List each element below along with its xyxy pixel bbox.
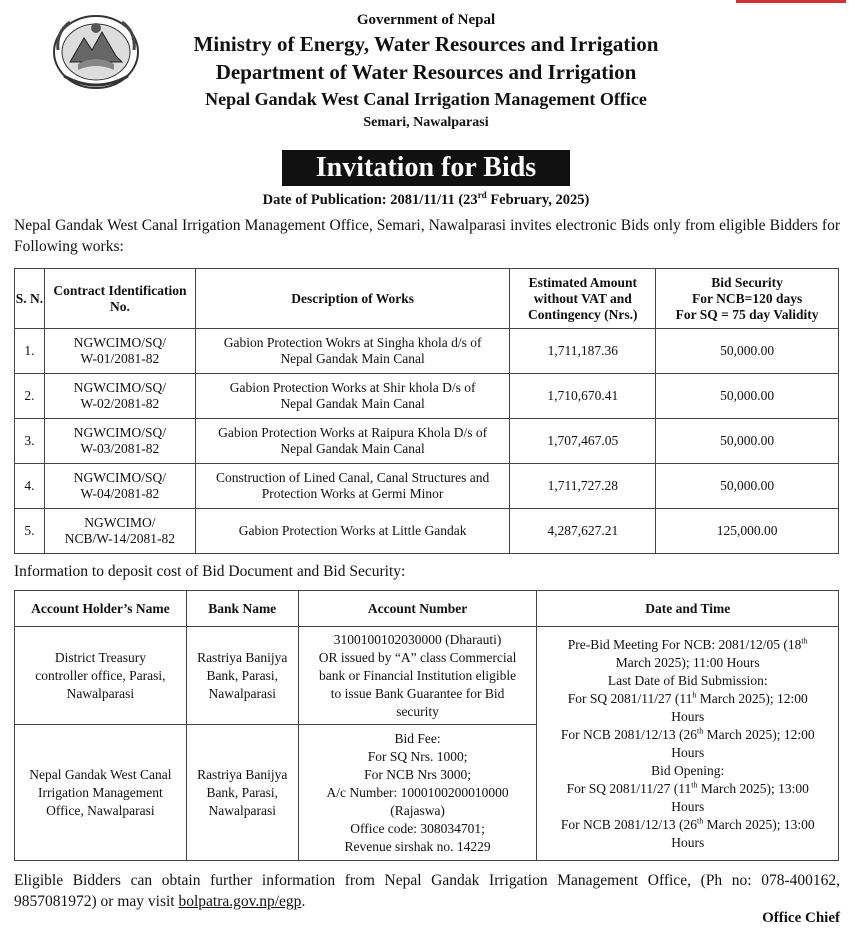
description-cell: Gabion Protection Works at Little Gandak	[195, 509, 510, 554]
accounts-table-header	[15, 591, 839, 627]
table-row	[15, 374, 839, 419]
bank-cell: Rastriya Banijya Bank, Parasi, Nawalparasi	[186, 725, 298, 861]
government-name: Government of Nepal	[356, 12, 496, 28]
top-rule	[0, 0, 852, 3]
works-table-header	[15, 269, 839, 329]
security-header: Bid Security For NCB=120 days For SQ = 75 day Validity	[656, 269, 839, 329]
department-name: Department of Water Resources and Irrigation	[215, 60, 637, 84]
amount-cell: 1,707,467.05	[510, 419, 656, 464]
notice-title: Invitation for Bids	[282, 150, 570, 186]
office-location: Semari, Nawalparasi	[363, 115, 489, 130]
datetime-header: Date and Time	[537, 591, 839, 627]
amount-cell: 1,710,670.41	[510, 374, 656, 419]
egp-link[interactable]: bolpatra.gov.np/egp	[178, 893, 302, 910]
holder-header: Account Holder’s Name	[15, 591, 187, 627]
account-cell: 3100100102030000 (Dharauti) OR issued by “A” class Commercial bank or Financial Institution eligible to issue Bank Guarantee for Bid security	[298, 627, 537, 725]
amount-header: Estimated Amount without VAT and Contingency (Nrs.)	[510, 269, 656, 329]
holder-cell: Nepal Gandak West Canal Irrigation Management Office, Nawalparasi	[15, 725, 187, 861]
contract-cell: NGWCIMO/SQ/ W-04/2081-82	[44, 464, 195, 509]
signoff: Office Chief	[762, 910, 840, 926]
sn-cell: 2.	[15, 374, 45, 419]
table-row	[15, 627, 839, 725]
security-cell: 50,000.00	[656, 374, 839, 419]
datetime-cell: Pre-Bid Meeting For NCB: 2081/12/05 (18th March 2025); 11:00 Hours Last Date of Bid Submission: For SQ 2081/11/27 (11$^h$ March 2025); 12:00 Hours For NCB 2081/12/13 (26th March 2025); 12:00 Hours Bid Opening: For SQ 2081/11/27 (11th March 2025); 13:00 Hours For NCB 2081/12/13 (26th March 2025); 13:00 Hours	[537, 627, 839, 861]
table-row	[15, 464, 839, 509]
sn-header: S. N.	[15, 269, 45, 329]
security-cell: 50,000.00	[656, 329, 839, 374]
amount-cell: 1,711,727.28	[510, 464, 656, 509]
contract-cell: NGWCIMO/ NCB/W-14/2081-82	[44, 509, 195, 554]
description-cell: Gabion Protection Works at Raipura Khola D/s of Nepal Gandak Main Canal	[195, 419, 510, 464]
description-cell: Construction of Lined Canal, Canal Structures and Protection Works at Germi Minor	[195, 464, 510, 509]
office-name: Nepal Gandak West Canal Irrigation Management Office	[205, 89, 647, 109]
bank-header: Bank Name	[186, 591, 298, 627]
description-cell: Gabion Protection Wokrs at Singha khola d/s of Nepal Gandak Main Canal	[195, 329, 510, 374]
letterhead	[0, 10, 852, 133]
amount-cell: 1,711,187.36	[510, 329, 656, 374]
security-cell: 50,000.00	[656, 419, 839, 464]
ministry-name: Ministry of Energy, Water Resources and Irrigation	[193, 32, 659, 56]
sn-cell: 1.	[15, 329, 45, 374]
bank-cell: Rastriya Banijya Bank, Parasi, Nawalparasi	[186, 627, 298, 725]
top-accent-line	[736, 0, 846, 3]
account-cell: Bid Fee: For SQ Nrs. 1000; For NCB Nrs 3000; A/c Number: 1000100200010000 (Rajaswa) Office code: 308034701; Revenue sirshak no. 14229	[298, 725, 537, 861]
amount-cell: 4,287,627.21	[510, 509, 656, 554]
table-row	[15, 419, 839, 464]
sn-cell: 4.	[15, 464, 45, 509]
description-cell: Gabion Protection Works at Shir khola D/s of Nepal Gandak Main Canal	[195, 374, 510, 419]
account-header: Account Number	[298, 591, 537, 627]
description-header: Description of Works	[195, 269, 510, 329]
sn-cell: 5.	[15, 509, 45, 554]
security-cell: 125,000.00	[656, 509, 839, 554]
security-cell: 50,000.00	[656, 464, 839, 509]
contract-cell: NGWCIMO/SQ/ W-01/2081-82	[44, 329, 195, 374]
intro-paragraph: Nepal Gandak West Canal Irrigation Management Office, Semari, Nawalparasi invites electronic Bids only from eligible Bidders for Following works:	[14, 217, 840, 255]
contract-header: Contract Identification No.	[44, 269, 195, 329]
contract-cell: NGWCIMO/SQ/ W-02/2081-82	[44, 374, 195, 419]
holder-cell: District Treasury controller office, Parasi, Nawalparasi	[15, 627, 187, 725]
contract-cell: NGWCIMO/SQ/ W-03/2081-82	[44, 419, 195, 464]
table-row	[15, 509, 839, 554]
publication-date: Date of Publication: 2081/11/11 (23rd February, 2025)	[262, 190, 590, 208]
works-table	[14, 268, 839, 554]
accounts-table	[14, 590, 839, 861]
sn-cell: 3.	[15, 419, 45, 464]
footer-paragraph: Eligible Bidders can obtain further information from Nepal Gandak Irrigation Management Office, (Ph no: 078-400162, 9857081972) or may visit bolpatra.gov.np/egp.	[14, 872, 840, 910]
table-row	[15, 329, 839, 374]
deposit-info-heading: Information to deposit cost of Bid Document and Bid Security:	[14, 563, 406, 580]
